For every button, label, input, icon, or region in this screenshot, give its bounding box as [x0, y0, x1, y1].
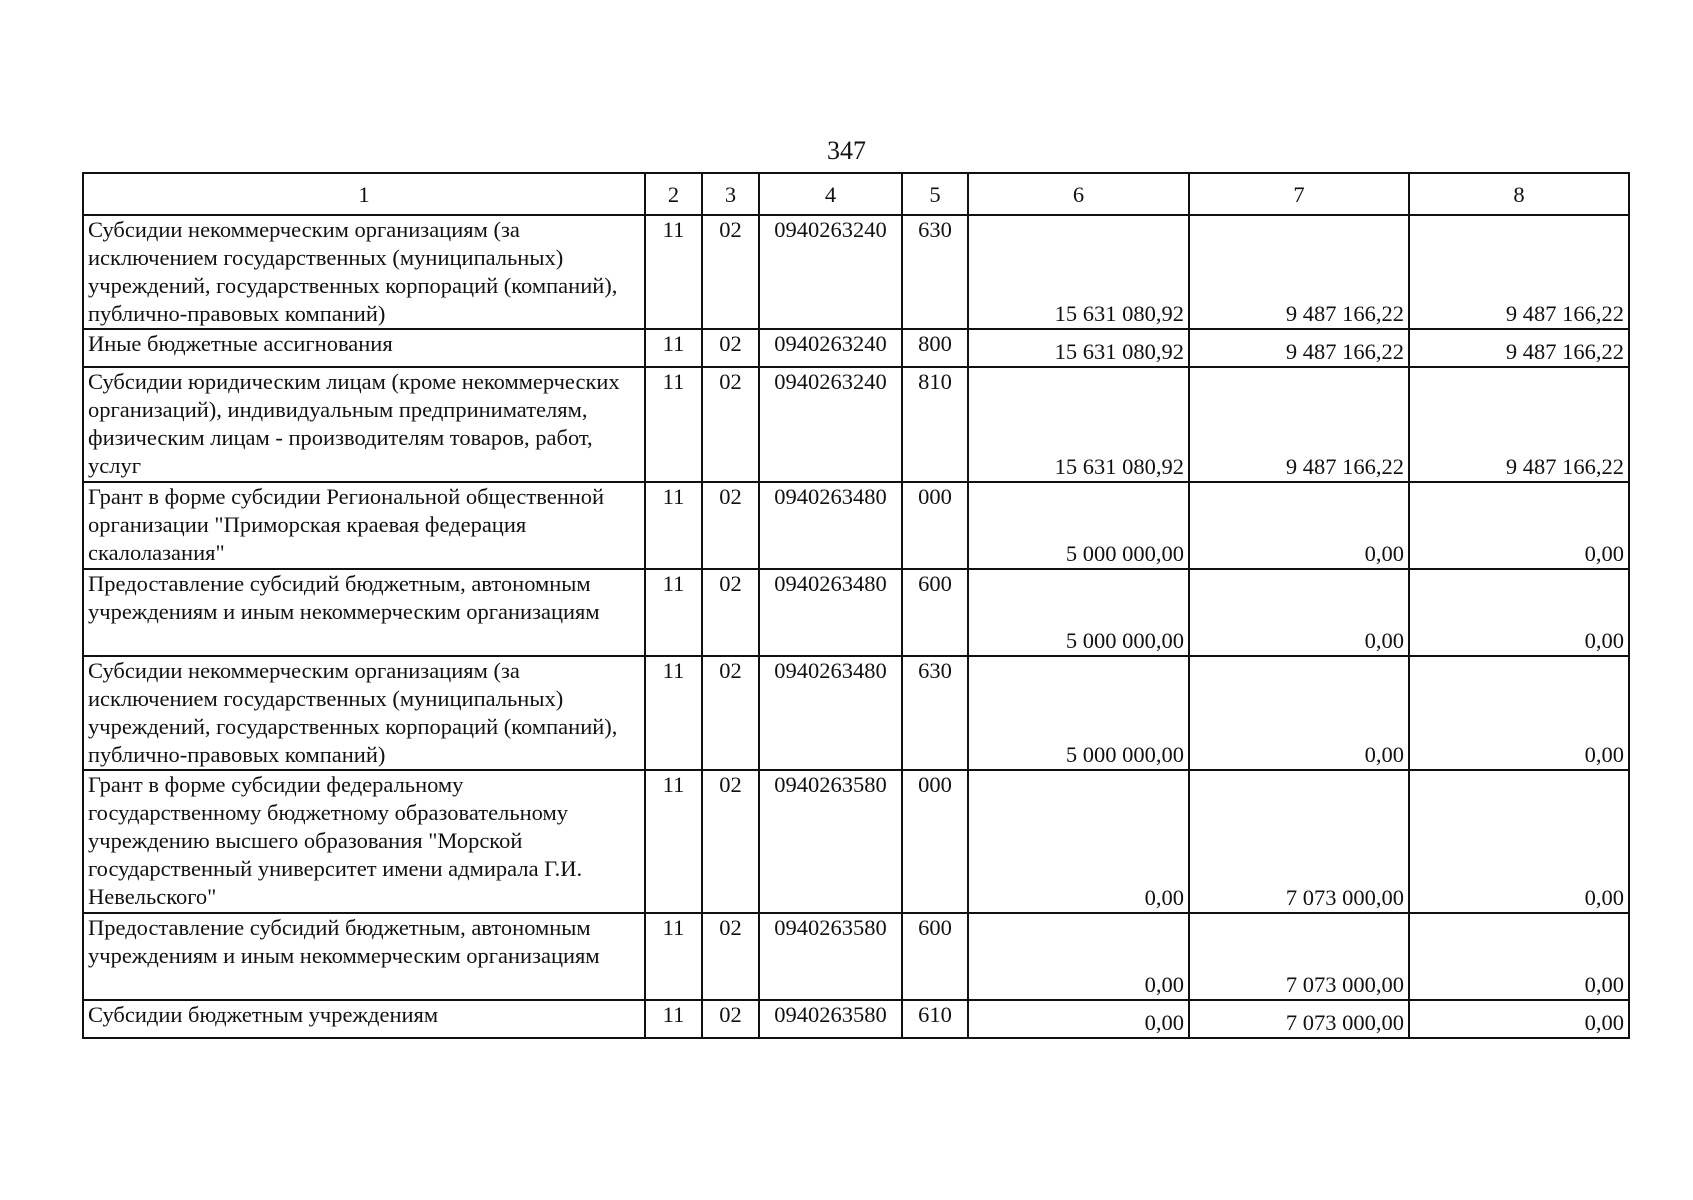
table-row	[83, 1000, 1629, 1038]
column-header-1: 1	[83, 173, 645, 215]
row-subsection: 02	[702, 367, 759, 482]
row-amount-col7: 7 073 000,00	[1189, 770, 1409, 913]
row-section: 11	[645, 913, 702, 1000]
row-description: Грант в форме субсидии федеральному государственному бюджетному образовательному учреждению высшего образования "Морской государственный университет имени адмирала Г.И. Невельского"	[83, 770, 645, 913]
row-amount-col7: 0,00	[1189, 482, 1409, 569]
table-row	[83, 656, 1629, 770]
table-row	[83, 482, 1629, 569]
row-section: 11	[645, 215, 702, 329]
row-amount-col7: 9 487 166,22	[1189, 215, 1409, 329]
row-expense-type: 000	[902, 770, 968, 913]
budget-table	[82, 172, 1630, 1039]
row-subsection: 02	[702, 770, 759, 913]
row-section: 11	[645, 656, 702, 770]
column-header-5: 5	[902, 173, 968, 215]
row-subsection: 02	[702, 482, 759, 569]
row-expense-type: 810	[902, 367, 968, 482]
column-header-6: 6	[968, 173, 1189, 215]
table-row	[83, 770, 1629, 913]
row-description: Субсидии некоммерческим организациям (за исключением государственных (муниципальных) учреждений, государственных корпораций (компаний), публично-правовых компаний)	[83, 656, 645, 770]
row-section: 11	[645, 770, 702, 913]
row-amount-col8: 0,00	[1409, 913, 1629, 1000]
row-expense-type: 000	[902, 482, 968, 569]
row-expense-type: 600	[902, 569, 968, 656]
table-row	[83, 569, 1629, 656]
row-amount-col8: 0,00	[1409, 482, 1629, 569]
row-amount-col8: 9 487 166,22	[1409, 215, 1629, 329]
row-target-article: 0940263240	[759, 367, 902, 482]
row-subsection: 02	[702, 569, 759, 656]
row-amount-col7: 0,00	[1189, 569, 1409, 656]
row-section: 11	[645, 329, 702, 367]
table-row	[83, 329, 1629, 367]
row-amount-col6: 0,00	[968, 770, 1189, 913]
column-header-8: 8	[1409, 173, 1629, 215]
row-description: Субсидии некоммерческим организациям (за исключением государственных (муниципальных) учреждений, государственных корпораций (компаний), публично-правовых компаний)	[83, 215, 645, 329]
row-section: 11	[645, 1000, 702, 1038]
row-target-article: 0940263580	[759, 770, 902, 913]
row-target-article: 0940263240	[759, 329, 902, 367]
row-subsection: 02	[702, 215, 759, 329]
row-subsection: 02	[702, 1000, 759, 1038]
row-section: 11	[645, 569, 702, 656]
row-description: Грант в форме субсидии Региональной общественной организации "Приморская краевая федерация скалолазания"	[83, 482, 645, 569]
row-amount-col7: 7 073 000,00	[1189, 913, 1409, 1000]
row-target-article: 0940263480	[759, 569, 902, 656]
row-amount-col8: 0,00	[1409, 1000, 1629, 1038]
row-amount-col6: 0,00	[968, 1000, 1189, 1038]
table-row	[83, 913, 1629, 1000]
row-section: 11	[645, 367, 702, 482]
row-amount-col8: 9 487 166,22	[1409, 367, 1629, 482]
column-header-2: 2	[645, 173, 702, 215]
row-subsection: 02	[702, 656, 759, 770]
row-amount-col6: 0,00	[968, 913, 1189, 1000]
row-amount-col6: 15 631 080,92	[968, 215, 1189, 329]
column-header-7: 7	[1189, 173, 1409, 215]
row-subsection: 02	[702, 913, 759, 1000]
column-header-3: 3	[702, 173, 759, 215]
header-row	[83, 173, 1629, 215]
row-amount-col7: 0,00	[1189, 656, 1409, 770]
row-expense-type: 610	[902, 1000, 968, 1038]
row-amount-col8: 0,00	[1409, 569, 1629, 656]
table-body	[83, 215, 1629, 1038]
row-amount-col6: 5 000 000,00	[968, 482, 1189, 569]
table-header	[83, 173, 1629, 215]
row-amount-col6: 15 631 080,92	[968, 329, 1189, 367]
row-amount-col7: 9 487 166,22	[1189, 367, 1409, 482]
row-subsection: 02	[702, 329, 759, 367]
row-target-article: 0940263580	[759, 1000, 902, 1038]
row-description: Предоставление субсидий бюджетным, автономным учреждениям и иным некоммерческим организациям	[83, 913, 645, 1000]
row-description: Иные бюджетные ассигнования	[83, 329, 645, 367]
row-description: Субсидии бюджетным учреждениям	[83, 1000, 645, 1038]
row-amount-col7: 9 487 166,22	[1189, 329, 1409, 367]
row-expense-type: 800	[902, 329, 968, 367]
table-row	[83, 215, 1629, 329]
row-amount-col6: 5 000 000,00	[968, 569, 1189, 656]
column-header-4: 4	[759, 173, 902, 215]
row-expense-type: 630	[902, 656, 968, 770]
row-amount-col8: 0,00	[1409, 770, 1629, 913]
row-target-article: 0940263580	[759, 913, 902, 1000]
row-description: Субсидии юридическим лицам (кроме некоммерческих организаций), индивидуальным предпринимателям, физическим лицам - производителям товаров, работ, услуг	[83, 367, 645, 482]
row-amount-col8: 9 487 166,22	[1409, 329, 1629, 367]
row-amount-col7: 7 073 000,00	[1189, 1000, 1409, 1038]
row-target-article: 0940263480	[759, 482, 902, 569]
row-amount-col6: 15 631 080,92	[968, 367, 1189, 482]
row-target-article: 0940263240	[759, 215, 902, 329]
page-number: 347	[827, 136, 866, 165]
row-expense-type: 600	[902, 913, 968, 1000]
row-target-article: 0940263480	[759, 656, 902, 770]
row-description: Предоставление субсидий бюджетным, автономным учреждениям и иным некоммерческим организациям	[83, 569, 645, 656]
row-section: 11	[645, 482, 702, 569]
table-row	[83, 367, 1629, 482]
row-amount-col6: 5 000 000,00	[968, 656, 1189, 770]
row-expense-type: 630	[902, 215, 968, 329]
row-amount-col8: 0,00	[1409, 656, 1629, 770]
